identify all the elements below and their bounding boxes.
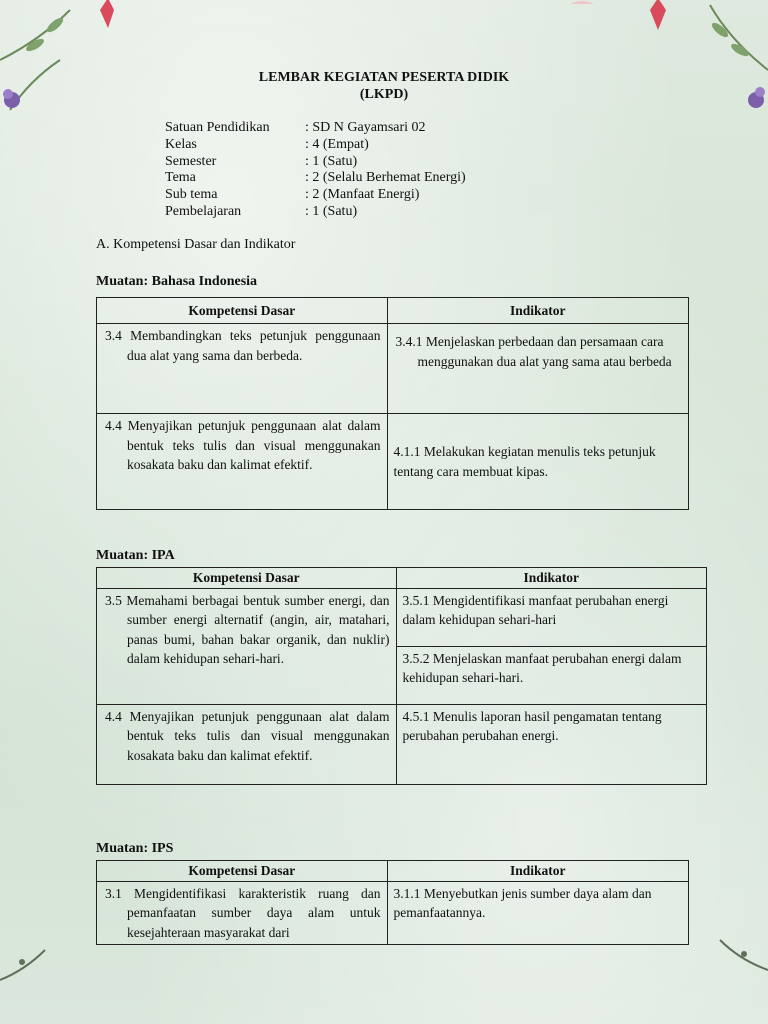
info-label: Tema — [165, 170, 196, 186]
info-label: Pembelajaran — [165, 203, 242, 219]
kd-cell: 3.4 Membandingkan teks petunjuk penggunaan dua alat yang sama dan berbeda. — [97, 324, 388, 414]
kd-cell: 3.1 Mengidentifikasi karakteristik ruang dan pemanfaatan sumber daya alam untuk kesejahteraan masyarakat dari — [97, 881, 388, 945]
column-header-indikator: Indikator — [387, 861, 688, 882]
bahasa-table — [96, 297, 689, 510]
kd-cell: 4.4 Menyajikan petunjuk penggunaan alat dalam bentuk teks tulis dan visual menggunakan kosakata baku dan kalimat efektif. — [97, 704, 397, 784]
ipa-table — [96, 567, 707, 785]
info-row — [165, 187, 466, 204]
info-value: : SD N Gayamsari 02 — [305, 120, 426, 135]
section-heading-a: A. Kompetensi Dasar dan Indikator — [96, 237, 296, 252]
info-value: : 2 (Manfaat Energi) — [305, 187, 420, 203]
indikator-cell: 4.5.1 Menulis laporan hasil pengamatan tentang perubahan perubahan energi. — [396, 704, 706, 784]
muatan-bahasa-heading: Muatan: Bahasa Indonesia — [96, 274, 258, 289]
column-header-kd: Kompetensi Dasar — [97, 568, 397, 589]
info-row — [165, 204, 466, 221]
info-value: : 4 (Empat) — [305, 136, 369, 152]
muatan-ips-heading: Muatan: IPS — [96, 841, 174, 856]
indikator-cell: 3.5.2 Menjelaskan manfaat perubahan energi dalam kehidupan sehari-hari. — [396, 646, 706, 704]
column-header-indikator: Indikator — [387, 298, 688, 324]
info-row — [165, 120, 466, 137]
info-label: Semester — [165, 153, 217, 169]
column-header-kd: Kompetensi Dasar — [97, 298, 388, 324]
indikator-cell: 3.5.1 Mengidentifikasi manfaat perubahan energi dalam kehidupan sehari-hari — [396, 588, 706, 646]
column-header-kd: Kompetensi Dasar — [97, 861, 388, 882]
identity-block — [165, 120, 466, 221]
ips-table — [96, 860, 689, 945]
kd-cell: 4.4 Menyajikan petunjuk penggunaan alat dalam bentuk teks tulis dan visual menggunakan kosakata baku dan kalimat efektif. — [97, 414, 388, 510]
column-header-indikator: Indikator — [396, 568, 706, 589]
kd-cell: 3.5 Memahami berbagai bentuk sumber energi, dan sumber energi alternatif (angin, air, matahari, panas bumi, bahan bakar organik, dan nuklir) dalam kehidupan sehari-hari. — [97, 588, 397, 704]
document-title: LEMBAR KEGIATAN PESERTA DIDIK — [258, 70, 510, 85]
indikator-cell: 3.4.1 Menjelaskan perbedaan dan persamaan cara menggunakan dua alat yang sama atau berbeda — [387, 324, 688, 414]
document-subtitle: (LKPD) — [359, 87, 409, 102]
info-value: : 1 (Satu) — [305, 153, 358, 169]
info-value: : 2 (Selalu Berhemat Energi) — [305, 170, 466, 186]
info-row — [165, 154, 466, 171]
info-label: Sub tema — [165, 187, 218, 203]
indikator-cell: 3.1.1 Menyebutkan jenis sumber daya alam dan pemanfaatannya. — [387, 881, 688, 945]
indikator-cell: 4.1.1 Melakukan kegiatan menulis teks petunjuk tentang cara membuat kipas. — [387, 414, 688, 510]
info-value: : 1 (Satu) — [305, 203, 358, 219]
info-label: Kelas — [165, 136, 197, 152]
info-row — [165, 137, 466, 154]
muatan-ipa-heading: Muatan: IPA — [96, 548, 175, 563]
info-label: Satuan Pendidikan — [165, 120, 270, 135]
info-row — [165, 170, 466, 187]
